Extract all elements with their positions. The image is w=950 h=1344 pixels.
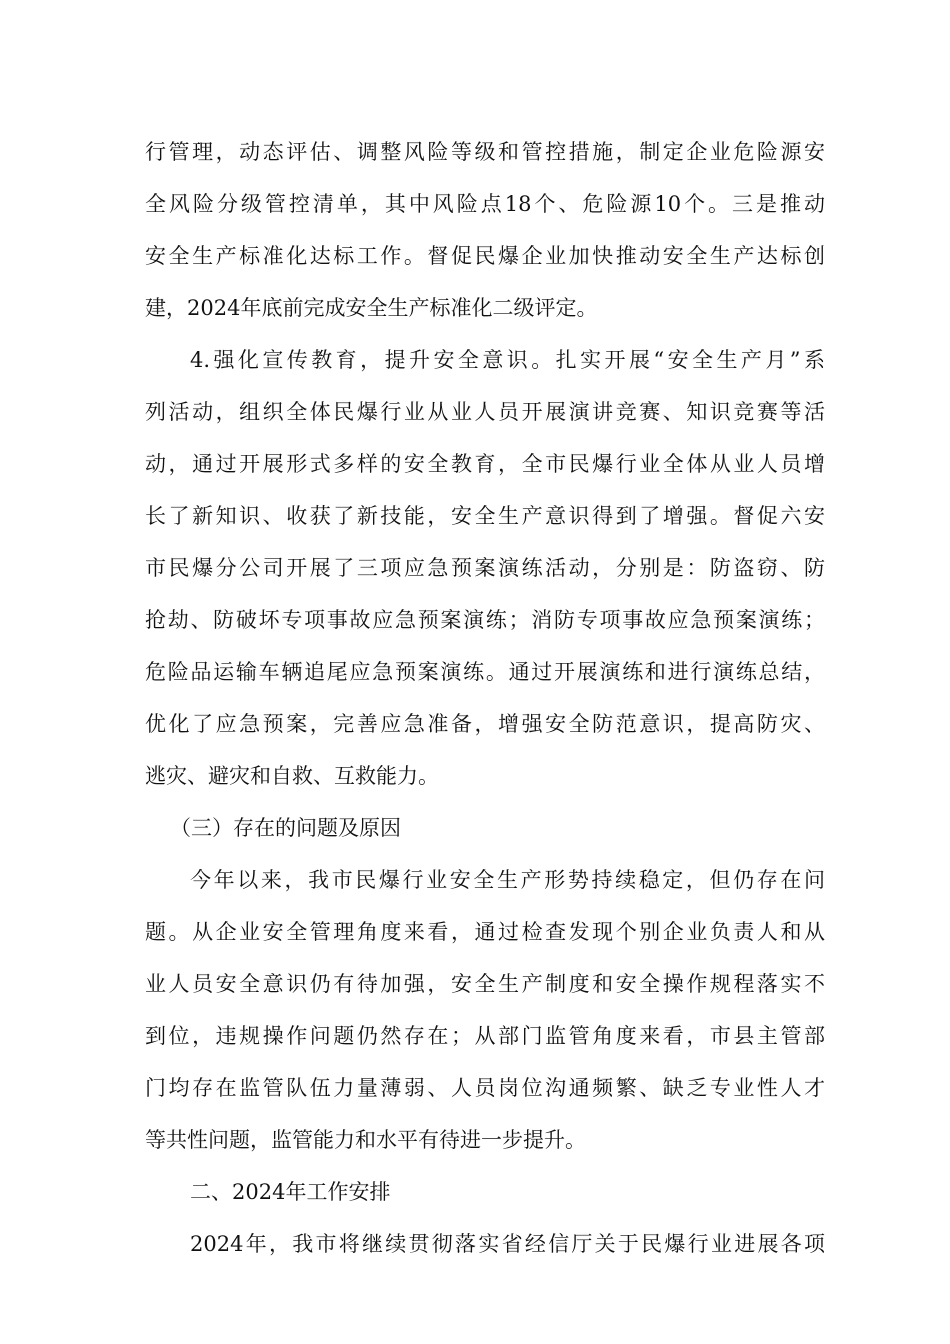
body-text-line: 建，2024年底前完成安全生产标准化二级评定。: [145, 296, 598, 320]
body-text-line: 安全生产标准化达标工作。督促民爆企业加快推动安全生产达标创: [145, 244, 825, 268]
body-text-line: 长了新知识、收获了新技能，安全生产意识得到了增强。督促六安: [145, 504, 825, 528]
body-text-line: 到位，违规操作问题仍然存在；从部门监管角度来看，市县主管部: [145, 1024, 825, 1048]
body-text-line: 全风险分级管控清单，其中风险点18个、危险源10个。三是推动: [145, 192, 825, 216]
section-heading: 二、2024年工作安排: [190, 1180, 391, 1204]
section-heading: （三）存在的问题及原因: [170, 816, 401, 840]
body-text-line: 逃灾、避灾和自救、互救能力。: [145, 764, 439, 788]
body-text-line: 今年以来，我市民爆行业安全生产形势持续稳定，但仍存在问: [190, 868, 825, 892]
body-text-line: 危险品运输车辆追尾应急预案演练。通过开展演练和进行演练总结，: [145, 660, 825, 684]
body-text-line: 门均存在监管队伍力量薄弱、人员岗位沟通频繁、缺乏专业性人才: [145, 1076, 825, 1100]
body-text-line: 动，通过开展形式多样的安全教育，全市民爆行业全体从业人员增: [145, 452, 825, 476]
body-text-line: 优化了应急预案，完善应急准备，增强安全防范意识，提高防灾、: [145, 712, 825, 736]
body-text-line: 题。从企业安全管理角度来看，通过检查发现个别企业负责人和从: [145, 920, 825, 944]
body-text-line: 行管理，动态评估、调整风险等级和管控措施，制定企业危险源安: [145, 140, 825, 164]
body-text-line: 2024年，我市将继续贯彻落实省经信厅关于民爆行业进展各项: [190, 1232, 825, 1256]
body-text-line: 列活动，组织全体民爆行业从业人员开展演讲竞赛、知识竞赛等活: [145, 400, 825, 424]
body-text-line: 抢劫、防破坏专项事故应急预案演练；消防专项事故应急预案演练；: [145, 608, 825, 632]
body-text-line: 业人员安全意识仍有待加强，安全生产制度和安全操作规程落实不: [145, 972, 825, 996]
body-text-line: 等共性问题，监管能力和水平有待进一步提升。: [145, 1128, 586, 1152]
body-text-line: 市民爆分公司开展了三项应急预案演练活动，分别是：防盗窃、防: [145, 556, 825, 580]
paragraph-heading-line: 4.强化宣传教育，提升安全意识。扎实开展“安全生产月”系: [190, 348, 825, 372]
